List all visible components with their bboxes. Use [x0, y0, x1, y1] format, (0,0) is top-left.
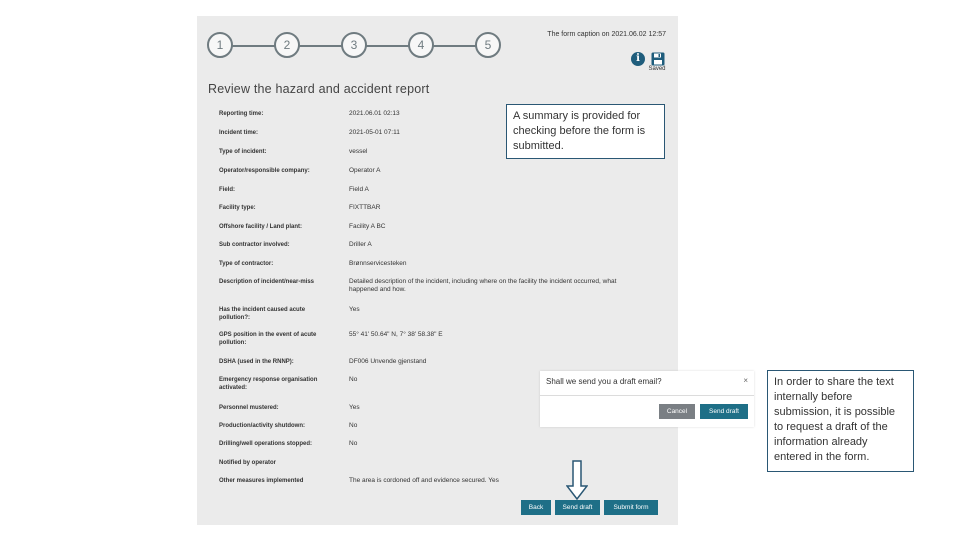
- field-label: Drilling/well operations stopped:: [219, 441, 313, 447]
- dialog-divider: [540, 395, 754, 396]
- field-value: Brønnservicesteken: [349, 260, 407, 267]
- info-icon[interactable]: i: [631, 52, 645, 66]
- field-label: Emergency response organisation activated:: [219, 377, 318, 391]
- field-label: Has the incident caused acute pollution?:: [219, 307, 306, 321]
- field-label: DSHA (used in the RNNP):: [219, 359, 294, 365]
- field-label: Offshore facility / Land plant:: [219, 224, 303, 230]
- field-value: DF006 Unvende gjenstand: [349, 358, 427, 365]
- field-value: 55° 41' 50.64" N, 7° 38' 58.38" E: [349, 331, 443, 338]
- field-value: 2021-05-01 07:11: [349, 129, 400, 136]
- step-connector: [298, 45, 342, 47]
- send-draft-button[interactable]: Send draft: [555, 500, 600, 515]
- field-value: No: [349, 422, 358, 429]
- field-value: Yes: [349, 404, 360, 411]
- field-label: Personnel mustered:: [219, 405, 279, 411]
- draft-email-dialog: [540, 371, 754, 427]
- field-label: Facility type:: [219, 205, 256, 211]
- step-indicator: [207, 32, 497, 60]
- step-5[interactable]: 5: [475, 32, 501, 58]
- dialog-send-draft-button[interactable]: Send draft: [700, 404, 748, 419]
- field-label: Field:: [219, 187, 235, 193]
- dialog-title: Shall we send you a draft email?: [546, 377, 662, 386]
- field-label: GPS position in the event of acute pollution:: [219, 332, 317, 346]
- form-caption: The form caption on 2021.06.02 12:57: [547, 31, 666, 38]
- field-label: Other measures implemented: [219, 478, 304, 484]
- field-value: vessel: [349, 148, 368, 155]
- field-label: Production/activity shutdown:: [219, 423, 306, 429]
- field-label: Type of incident:: [219, 149, 267, 155]
- close-icon[interactable]: ×: [743, 376, 748, 385]
- saved-label: Saved: [648, 66, 666, 72]
- step-connector: [231, 45, 275, 47]
- submit-form-button[interactable]: Submit form: [604, 500, 658, 515]
- dialog-cancel-button[interactable]: Cancel: [659, 404, 695, 419]
- field-label: Incident time:: [219, 130, 259, 136]
- field-value: FIXTTBAR: [349, 204, 381, 211]
- step-2[interactable]: 2: [274, 32, 300, 58]
- save-icon[interactable]: [651, 52, 665, 66]
- step-1[interactable]: 1: [207, 32, 233, 58]
- field-value: No: [349, 440, 358, 447]
- field-value: Facility A BC: [349, 223, 386, 230]
- field-label: Operator/responsible company:: [219, 168, 310, 174]
- down-arrow-icon: [566, 460, 588, 500]
- step-3[interactable]: 3: [341, 32, 367, 58]
- field-label: Description of incident/near-miss: [219, 279, 315, 285]
- field-label: Reporting time:: [219, 111, 264, 117]
- draft-callout: In order to share the text internally before submission, it is possible to request a draft of the information already entered in the form.: [767, 370, 914, 472]
- field-label: Notified by operator: [219, 460, 277, 466]
- field-label: Type of contractor:: [219, 261, 274, 267]
- field-label: Sub contractor involved:: [219, 242, 290, 248]
- back-button[interactable]: Back: [521, 500, 551, 515]
- field-value: No: [349, 376, 358, 383]
- step-4[interactable]: 4: [408, 32, 434, 58]
- field-value: Yes: [349, 306, 360, 313]
- field-value: The area is cordoned off and evidence secured. Yes: [349, 477, 499, 484]
- field-value: Operator A: [349, 167, 381, 174]
- field-value: Detailed description of the incident, including where on the facility the incident occurred, what happened and how.: [349, 278, 617, 293]
- page-title: Review the hazard and accident report: [208, 82, 430, 96]
- step-connector: [432, 45, 476, 47]
- field-value: Driller A: [349, 241, 372, 248]
- field-value: Field A: [349, 186, 369, 193]
- step-connector: [365, 45, 409, 47]
- summary-callout: A summary is provided for checking before the form is submitted.: [506, 104, 665, 159]
- field-value: 2021.06.01 02:13: [349, 110, 400, 117]
